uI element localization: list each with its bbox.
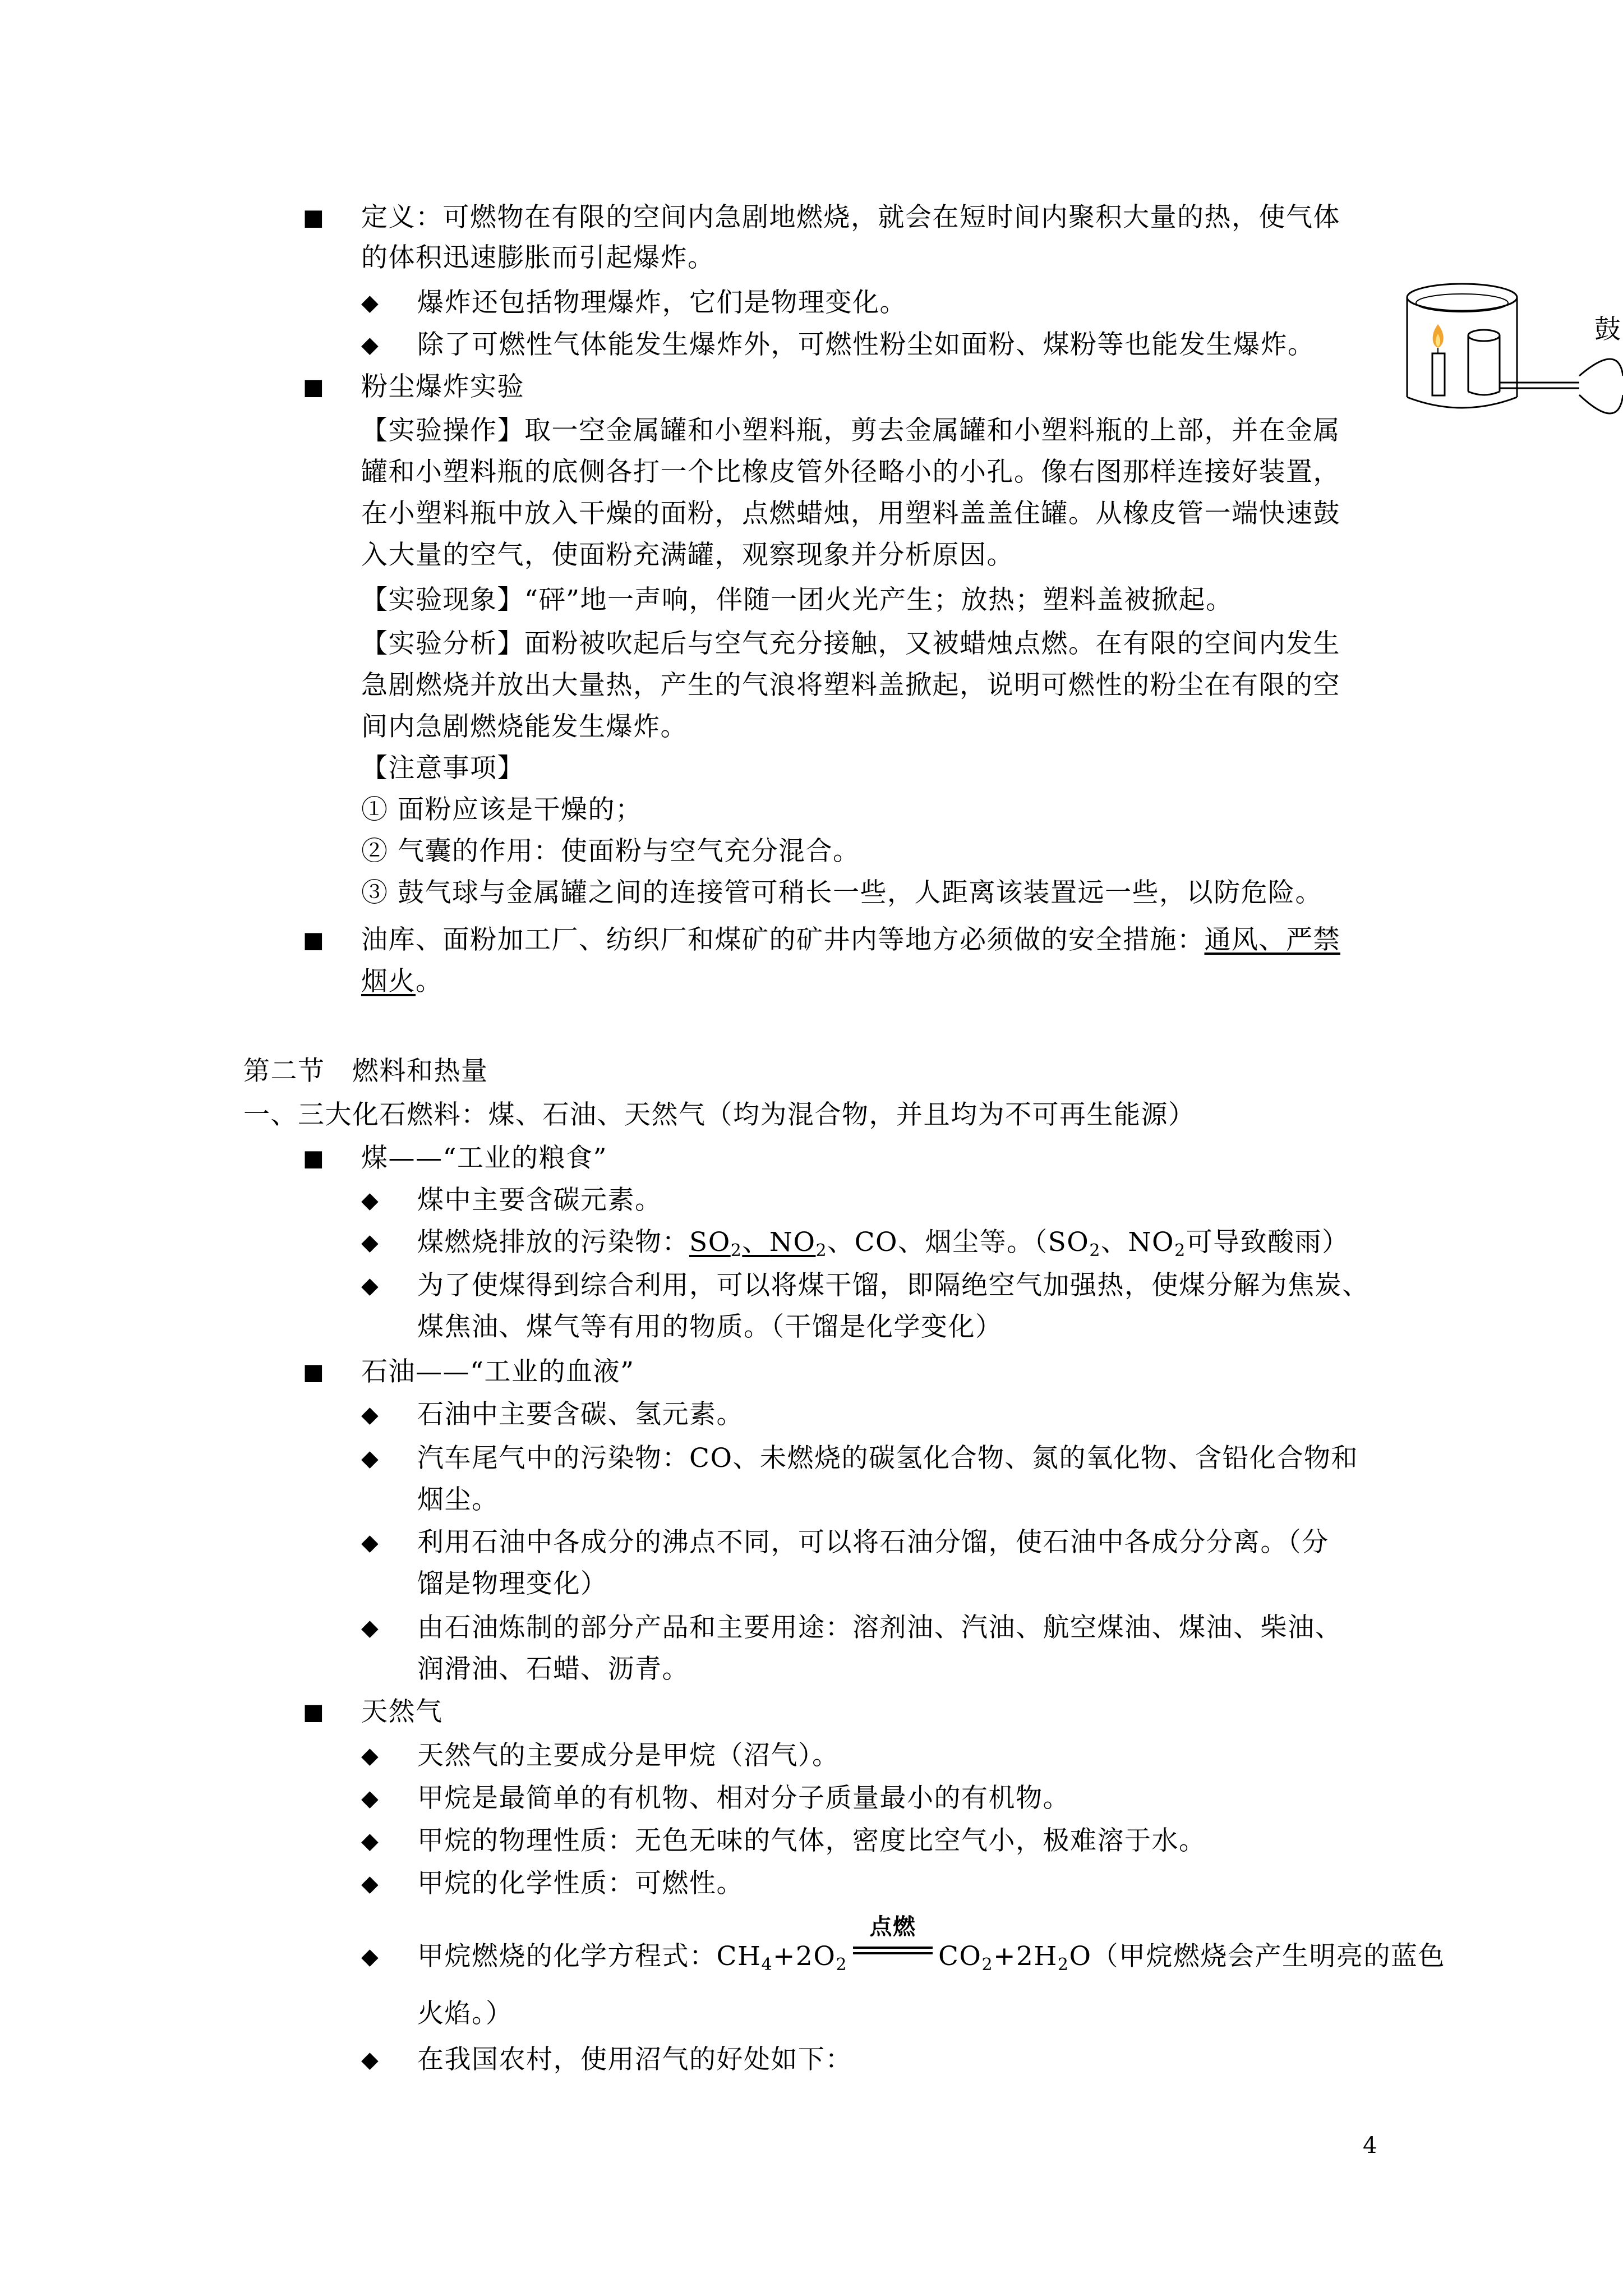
gas-item-1: 天然气的主要成分是甲烷（沼气）。 [417, 1740, 840, 1771]
dust-experiment-title: 粉尘爆炸实验 [361, 371, 524, 402]
coal-item-2: 煤燃烧排放的污染物：$SO_2$、$NO_2$、CO、烟尘等。（$SO_2$、$NO_2$可导致酸雨） [417, 1227, 1349, 1260]
equation-prefix: 甲烷燃烧的化学方程式： [417, 1941, 717, 1972]
square-bullet-icon: ■ [303, 927, 324, 953]
square-bullet-icon: ■ [303, 1699, 324, 1725]
figure-label-fragment: 鼓 [1594, 314, 1622, 345]
diamond-bullet-icon: ◆ [361, 1446, 379, 1471]
operation-line-3: 在小塑料瓶中放入干燥的面粉，点燃蜡烛，用塑料盖盖住罐。从橡皮管一端快速鼓 [361, 498, 1340, 529]
gas-item-4: 甲烷的化学性质：可燃性。 [417, 1868, 744, 1899]
section-title: 第二节 燃料和热量 [243, 1056, 488, 1087]
safety-suffix: 。 [416, 966, 443, 997]
note-item-2: ② 气囊的作用：使面粉与空气充分混合。 [361, 836, 860, 867]
gas-title: 天然气 [361, 1696, 443, 1727]
operation-line-2: 罐和小塑料瓶的底侧各打一个比橡皮管外径略小的小孔。像右图那样连接好装置， [361, 457, 1340, 487]
definition-line-2: 的体积迅速膨胀而引起爆炸。 [361, 242, 715, 273]
oil-item-3-line-2: 馏是物理变化） [417, 1568, 608, 1599]
safety-line-2 [361, 965, 443, 999]
coal-pollutant-prefix: 煤燃烧排放的污染物： [417, 1227, 689, 1258]
oil-item-2-line-1: 汽车尾气中的污染物：CO、未燃烧的碳氢化合物、氮的氧化物、含铅化合物和 [417, 1443, 1358, 1474]
coal-title: 煤——“工业的粮食” [361, 1143, 608, 1174]
diamond-bullet-icon: ◆ [361, 1188, 379, 1213]
oil-item-2-line-2: 烟尘。 [417, 1484, 499, 1515]
experiment-phenomenon: 【实验现象】“砰”地一声响，伴随一团火光产生；放热；塑料盖被掀起。 [361, 585, 1233, 615]
diamond-bullet-icon: ◆ [361, 2047, 379, 2073]
methane-equation-line-1: 甲烷燃烧的化学方程式：$CH_4+2O_2$ 点燃 $CO_2+2H_2O$（甲烷燃烧会产生明亮的蓝色 [417, 1914, 1445, 1975]
diamond-bullet-icon: ◆ [361, 1530, 379, 1556]
operation-line-4: 入大量的空气，使面粉充满罐，观察现象并分析原因。 [361, 540, 1014, 570]
note-item-1: ① 面粉应该是干燥的； [361, 794, 643, 825]
diamond-bullet-icon: ◆ [361, 332, 379, 358]
methane-equation-line-2: 火焰。） [417, 1998, 513, 2029]
safety-prefix: 油库、面粉加工厂、纺织厂和煤矿的矿井内等地方必须做的安全措施： [361, 924, 1205, 955]
definition-line-1: 定义：可燃物在有限的空间内急剧地燃烧，就会在短时间内聚积大量的热，使气体 [361, 202, 1340, 233]
section-heading: 一、三大化石燃料：煤、石油、天然气（均为混合物，并且均为不可再生能源） [243, 1099, 1196, 1130]
diamond-bullet-icon: ◆ [361, 290, 379, 316]
analysis-line-2: 急剧燃烧并放出大量热，产生的气浪将塑料盖掀起，说明可燃性的粉尘在有限的空 [361, 670, 1340, 701]
oil-item-3-line-1: 利用石油中各成分的沸点不同，可以将石油分馏，使石油中各成分分离。（分 [417, 1527, 1329, 1558]
safety-line-1 [361, 923, 1340, 957]
analysis-line-1: 【实验分析】面粉被吹起后与空气充分接触，又被蜡烛点燃。在有限的空间内发生 [361, 628, 1340, 659]
diamond-bullet-icon: ◆ [361, 1402, 379, 1428]
coal-pollutant-middle: 、CO、烟尘等。（ [827, 1227, 1048, 1258]
diamond-bullet-icon: ◆ [361, 1871, 379, 1897]
so2-underlined: $SO_2$、$NO_2$ [689, 1227, 828, 1260]
coal-item-3-line-1: 为了使煤得到综合利用，可以将煤干馏，即隔绝空气加强热，使煤分解为焦炭、 [417, 1270, 1370, 1301]
safety-measure-1: 通风、严禁 [1204, 924, 1340, 955]
diamond-bullet-icon: ◆ [361, 1273, 379, 1299]
gas-item-6: 在我国农村，使用沼气的好处如下： [417, 2044, 852, 2075]
oil-title: 石油——“工业的血液” [361, 1356, 635, 1387]
square-bullet-icon: ■ [303, 1359, 324, 1385]
gas-item-3: 甲烷的物理性质：无色无味的气体，密度比空气小，极难溶于水。 [417, 1825, 1206, 1856]
diamond-bullet-icon: ◆ [361, 1944, 379, 1970]
explosion-note-2: 除了可燃性气体能发生爆炸外，可燃性粉尘如面粉、煤粉等也能发生爆炸。 [417, 329, 1315, 360]
operation-line-1: 【实验操作】取一空金属罐和小塑料瓶，剪去金属罐和小塑料瓶的上部，并在金属 [361, 415, 1340, 446]
page-number: 4 [1363, 2133, 1377, 2159]
diamond-bullet-icon: ◆ [361, 1786, 379, 1811]
oil-item-4-line-2: 润滑油、石蜡、沥青。 [417, 1654, 689, 1685]
oil-item-4-line-1: 由石油炼制的部分产品和主要用途：溶剂油、汽油、航空煤油、煤油、柴油、 [417, 1612, 1342, 1643]
reaction-condition-arrow [851, 1914, 935, 1973]
gas-item-2: 甲烷是最简单的有机物、相对分子质量最小的有机物。 [417, 1783, 1070, 1814]
diamond-bullet-icon: ◆ [361, 1615, 379, 1641]
acid-rain-note: 可导致酸雨） [1186, 1227, 1349, 1258]
analysis-line-3: 间内急剧燃烧能发生爆炸。 [361, 711, 688, 742]
dust-explosion-apparatus-figure [1400, 264, 1623, 443]
explosion-note-1: 爆炸还包括物理爆炸，它们是物理变化。 [417, 287, 907, 318]
coal-item-3-line-2: 煤焦油、煤气等有用的物质。（干馏是化学变化） [417, 1312, 1003, 1342]
diamond-bullet-icon: ◆ [361, 1230, 379, 1255]
reaction-condition-label: 点燃 [869, 1914, 916, 1940]
coal-item-1: 煤中主要含碳元素。 [417, 1185, 662, 1216]
oil-item-1: 石油中主要含碳、氢元素。 [417, 1399, 744, 1430]
diamond-bullet-icon: ◆ [361, 1828, 379, 1854]
note-item-3: ③ 鼓气球与金属罐之间的连接管可稍长一些，人距离该装置远一些，以防危险。 [361, 877, 1322, 908]
square-bullet-icon: ■ [303, 205, 324, 231]
safety-measure-2: 烟火 [361, 966, 416, 997]
equation-note: （甲烷燃烧会产生明亮的蓝色 [1091, 1941, 1445, 1972]
diamond-bullet-icon: ◆ [361, 1743, 379, 1769]
notes-title: 【注意事项】 [361, 753, 524, 784]
square-bullet-icon: ■ [303, 1145, 324, 1171]
square-bullet-icon: ■ [303, 374, 324, 400]
